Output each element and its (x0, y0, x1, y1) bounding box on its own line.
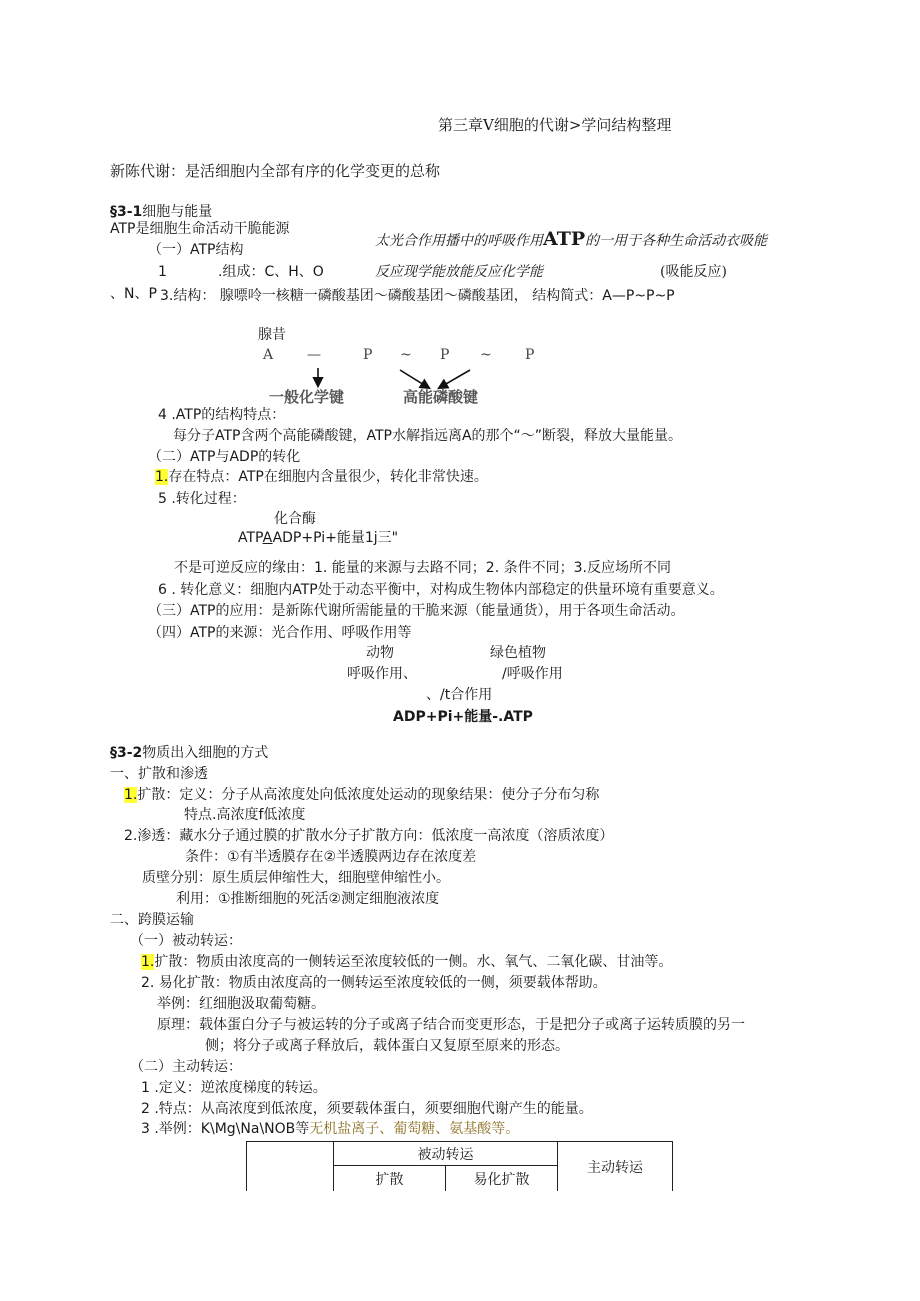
part-1-heading: 一、扩散和渗透 (110, 766, 208, 782)
section-title: 物质出入细胞的方式 (142, 745, 269, 761)
formula-p2: P (440, 347, 450, 363)
np-fragment: 、N、P (110, 286, 157, 302)
active-features: 2 .特点：从高浓度到低浓度，须要载体蛋白，须要细胞代谢产生的能量。 (141, 1101, 593, 1117)
side-note-a: 太光合作用播中的呼吸作用 (375, 233, 543, 249)
intro-text: 新陈代谢：是活细胞内全部有序的化学变更的总称 (110, 162, 441, 180)
enzyme-label: 化合酶 (274, 511, 316, 527)
plasmolysis: 质壁分别：原生质层伸缩性大，细胞壁伸缩性小。 (142, 870, 450, 886)
item-5-heading: 5 .转化过程： (158, 491, 246, 507)
facilitated-diffusion: 2. 易化扩散：物质由浓度高的一侧转运至浓度较低的一侧，须要载体帮助。 (141, 975, 607, 991)
table-facilitated-header: 易化扩散 (446, 1166, 558, 1192)
item-4-detail: 每分子ATP含两个高能磷酸键，ATP水解指远离A的那个“～”断裂，释放大量能量。 (173, 428, 683, 444)
item-1-number: 1 (158, 264, 167, 280)
active-definition: 1 .定义：逆浓度梯度的转运。 (141, 1080, 327, 1096)
arrow-high-bond-2 (439, 370, 470, 388)
formula-bond-high1: ~ (400, 347, 412, 363)
page-title: 第三章V细胞的代谢>学问结构整理 (438, 116, 672, 134)
source-photosynthesis: 、/t合作用 (426, 687, 493, 703)
atp-structure-diagram (255, 327, 545, 412)
section-number: §3-1 (110, 204, 143, 220)
subheading-atp-structure: （一）ATP结构 (148, 242, 244, 258)
subheading-atp-source: （四）ATP的来源：光合作用、呼吸作用等 (148, 625, 412, 641)
active-examples (141, 1120, 519, 1138)
passive-diffusion (141, 953, 672, 971)
synthesis-equation: ADP+Pi+能量-.ATP (393, 709, 533, 725)
facilitated-example: 举例：红细胞汲取葡萄糖。 (157, 996, 325, 1012)
subheading-active: （二）主动转运： (130, 1059, 242, 1075)
table-active-header: 主动转运 (558, 1142, 673, 1192)
formula-a: A (263, 347, 274, 363)
transport-comparison-table (246, 1141, 673, 1191)
reaction-equation (238, 529, 398, 547)
atp-energy-line: ATP是细胞生命活动干脆能源 (110, 221, 290, 237)
subheading-atp-use: （三）ATP的应用：是新陈代谢所需能量的干脆来源（能量通货），用于各项生命活动。 (148, 603, 685, 619)
side-note-line2: 反应现学能放能反应化学能 (375, 264, 543, 280)
formula-bond-single: — (307, 347, 321, 363)
normal-bond-label: 一般化学键 (269, 388, 345, 406)
formula-bond-high2: ~ (480, 347, 492, 363)
osmosis-usage: 利用：①推断细胞的死活②测定细胞液浓度 (176, 891, 440, 907)
reaction-atp: ATP (238, 530, 263, 546)
section-number: §3-2 (110, 745, 143, 761)
side-note-line1 (375, 230, 767, 250)
formula-p3: P (525, 347, 535, 363)
osmosis-conditions: 条件：①有半透膜存在②半透膜两边存在浓度差 (185, 849, 477, 865)
part-2-heading: 二、跨膜运输 (110, 912, 194, 928)
facilitated-principle-1: 原理：载体蛋白分子与被运转的分子或离子结合而变更形态，于是把分子或离子运转质膜的另一 (157, 1017, 745, 1033)
formula-p1: P (363, 347, 373, 363)
table-empty-cell (247, 1142, 334, 1192)
item-3-structure: 3.结构： 腺嘌呤一核糖一磷酸基团～磷酸基团～磷酸基团， 结构简式：A—P~P~P (160, 288, 675, 304)
item-4-heading: 4 .ATP的结构特点： (158, 407, 286, 423)
highlighted-number: 1. (124, 787, 138, 803)
subheading-passive: （一）被动转运： (130, 933, 242, 949)
reaction-arrow-mark: A (262, 530, 273, 546)
osmosis-item: 2.渗透：藏水分子通过膜的扩散水分子扩散方向：低浓度一高浓度（溶质浓度） (124, 828, 614, 844)
diffusion-feature: 特点.高浓度f低浓度 (184, 807, 306, 823)
diffusion-item (124, 786, 599, 804)
section-3-1-heading (110, 203, 212, 221)
diffusion-definition: 扩散：定义：分子从高浓度处向低浓度处运动的现象结果：使分子分布匀称 (137, 787, 600, 803)
side-note-line2-right: (吸能反应) (660, 264, 727, 280)
reaction-products: ADP+Pi+能量1j三" (272, 530, 399, 546)
section-3-2-heading (110, 744, 268, 762)
not-reversible-reason: 不是可逆反应的缘由：1. 能量的来源与去路不同；2. 条件不同；3.反应场所不同 (174, 560, 671, 576)
subheading-atp-adp: （二）ATP与ADP的转化 (148, 449, 301, 465)
highlighted-number: 1. (141, 954, 155, 970)
item-2-1 (155, 468, 488, 486)
active-examples-ions: 3 .举例：K\Mg\Na\NOB等 (141, 1121, 310, 1137)
source-green-plant: 绿色植物 (490, 645, 546, 661)
item-2-1-text: 存在特点：ATP在细胞内含量很少，转化非常快速。 (168, 469, 488, 485)
source-respiration-plant: /呼吸作用 (502, 666, 563, 682)
table-diffusion-header: 扩散 (334, 1166, 446, 1192)
item-1-text: .组成：C、H、O (218, 264, 324, 280)
facilitated-principle-2: 侧；将分子或离子释放后，载体蛋白又复原至原来的形态。 (205, 1038, 569, 1054)
side-note-atp: ATP (543, 228, 586, 250)
source-respiration-animal: 呼吸作用、 (347, 666, 417, 682)
item-6-significance: 6 . 转化意义：细胞内ATP处于动态平衡中，对构成生物体内部稳定的供量环境有重要意义。 (158, 582, 724, 598)
high-energy-bond-label: 高能磷酸键 (403, 388, 479, 406)
arrow-high-bond-1 (400, 370, 429, 388)
table-passive-header: 被动转运 (334, 1142, 558, 1166)
side-note-b: 的一用于各种生命活动衣吸能 (585, 233, 768, 249)
section-title: 细胞与能量 (142, 204, 213, 220)
source-animal: 动物 (366, 645, 394, 661)
highlighted-number: 1. (155, 469, 169, 485)
active-examples-substances: 无机盐离子、葡萄糖、氨基酸等。 (309, 1121, 520, 1137)
adenosine-label: 腺昔 (258, 327, 286, 343)
passive-diffusion-text: 扩散：物质由浓度高的一侧转运至浓度较低的一侧。水、氧气、二氧化碳、甘油等。 (154, 954, 673, 970)
